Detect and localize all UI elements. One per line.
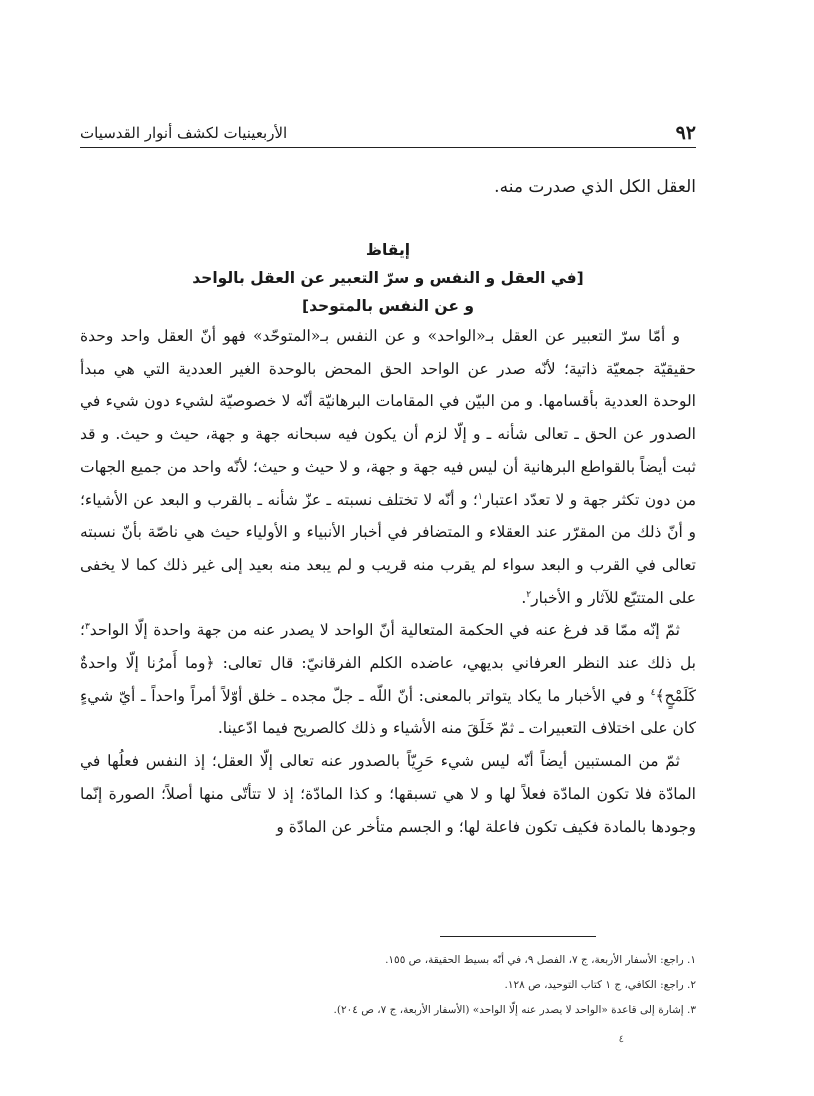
header-rule [80,147,696,148]
footnote-ref[interactable]: ١ [477,491,483,502]
footnotes [80,948,696,1023]
footnote-rule [440,936,596,937]
section-heading-2: [في العقل و النفس و سرّ التعبير عن العقل بالواحد [192,269,584,287]
footnote-3: ٣. إشارة إلى قاعدة «الواحد لا يصدر عنه إلّا الواحد» (الأسفار الأربعة، ج ٧، ص ٢٠٤). [333,1004,696,1016]
paragraph-text: ؛ بل ذلك عند النظر العرفاني بديهي، عاضده الكلم الفرقانيّ: قال تعالى: ﴿وما أَمرُنا إلّا واحدةٌ كَلَمْحٍ﴾ [80,621,696,705]
paragraph-text: ثمّ من المستبين أيضاً أنّه ليس شيء حَرِيّاً بالصدور عنه تعالى إلّا العقل؛ إذ النفس فعلُها في المادّة فلا تكون المادّة فعلاً لها و لا هي تسبقها؛ و كذا المادّة؛ إذ لا تتأتّى منها أصلاً؛ الصورة إنّما وجودها بالمادة فكيف تكون فاعلة لها؛ و الجسم متأخر عن المادّة و [80,752,696,836]
paragraph-2 [80,614,696,745]
paragraph-text: ؛ و أنّه لا تختلف نسبته ـ عزّ شأنه ـ بالقرب و البعد عن الأشياء؛ و أنّ ذلك من المقرّر عند العقلاء و المتضافر في أخبار الأنبياء و الأولياء حيث هي ناصّة بأنّ نسبته تعالى في القرب و البعد سواء لم يقرب منه قريب و لم يبعد منه بعيد إلى غير ذلك كما لا يخفى على المتتبّع للآثار و الأخبار [80,490,696,607]
footnote-ref[interactable]: ٣ [84,622,90,633]
book-title: الأربعينيات لكشف أنوار القدسيات [80,124,288,142]
footnote-continuation: ٤ [618,1034,624,1045]
running-header [80,120,696,144]
footnote-1: ١. راجع: الأسفار الأربعة، ج ٧، الفصل ٩، في أنّه بسيط الحقيقة، ص ١٥٥. [385,954,696,966]
page-body [80,172,696,843]
paragraph-text: و أمّا سرّ التعبير عن العقل بـ«الواحد» و عن النفس بـ«المتوحّد» فهو أنّ العقل واحد وحدة حقيقيّة جمعيّة ذاتية؛ لأنّه صدر عن الواحد الحق المحض بالوحدة الغير العددية التي هي مبدأ الوحدة العددية بأقسامها. و من البيّن في المقامات البرهانيّة أنّه لا خصوصيّة لشيء دون شيء في الصدور عن الحق ـ تعالى شأنه ـ و إلّا لزم أن يكون فيه سبحانه جهة و جهة، حيث و حيث. و قد ثبت أيضاً بالقواطع البرهانية أن ليس فيه جهة و جهة، و لا حيث و حيث؛ لأنّه واحد من جميع الجهات من دون تكثر جهة و لا تعدّد اعتبار [80,327,697,509]
footnote-ref[interactable]: ٤ [650,687,656,698]
footnote-ref[interactable]: ٢ [526,589,532,600]
page-number: ٩٢ [675,122,696,144]
paragraph-text: ثمّ إنّه ممّا قد فرغ عنه في الحكمة المتعالية أنّ الواحد لا يصدر عنه من جهة واحدة إلّا الواحد [89,621,680,640]
intro-line: العقل الكل الذي صدرت منه. [494,177,696,197]
footnote-2: ٢. راجع: الكافي، ج ١ كتاب التوحيد، ص ١٢٨. [504,979,696,991]
paragraph-text: و في الأخبار ما يكاد يتواتر بالمعنى: أنّ اللّه ـ جلّ مجده ـ خلق أوّلاً أمراً واحداً ـ أيّ شيءٍ كان على اختلاف التعبيرات ـ ثمّ خَلَقَ منه الأشياء و ذلك كالصريح فيما ادّعينا. [80,686,696,738]
paragraph-text: . [521,588,527,607]
section-heading-3: و عن النفس بالمتوحد] [302,297,474,315]
section-heading-1: إيقاظ [365,241,411,259]
paragraph-1 [80,320,696,614]
paragraph-3 [80,745,696,843]
